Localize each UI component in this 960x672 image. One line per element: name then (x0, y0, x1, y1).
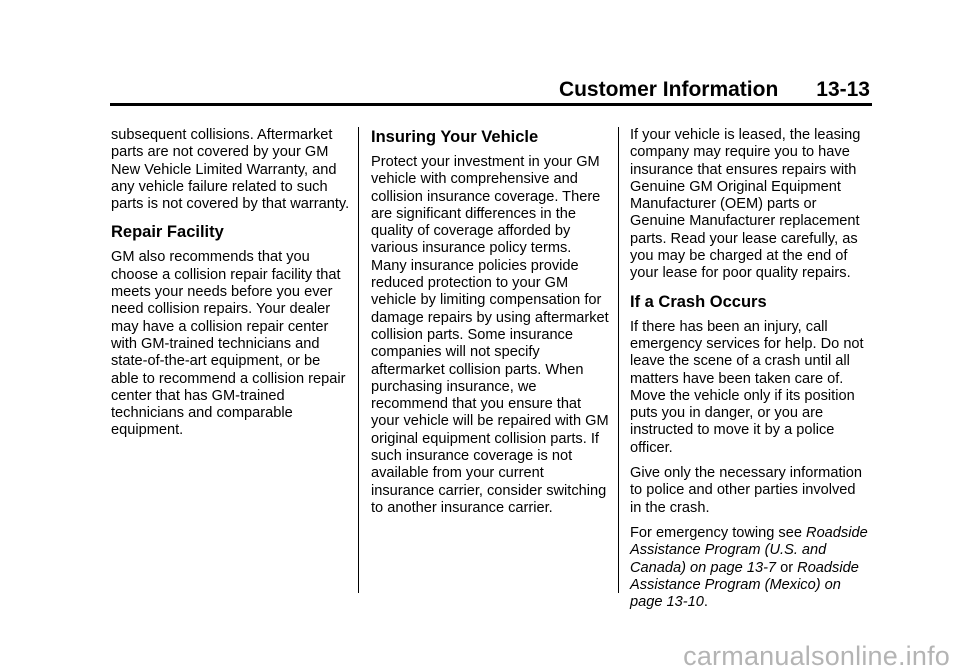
column-1 (111, 127, 351, 448)
paragraph: subsequent collisions. Aftermarket parts are not covered by your GM New Vehicle Limited Warranty, and any vehicle failure related to such parts is not covered by that warranty. (111, 127, 350, 213)
cross-reference-link[interactable]: Roadside Assistance Program (U.S. and Canada) on page 13‑7 (630, 524, 868, 576)
or-text: or (776, 559, 794, 576)
section-heading-repair-facility: Repair Facility (111, 223, 224, 242)
column-divider (358, 127, 359, 593)
section-heading-insuring-your-vehicle: Insuring Your Vehicle (371, 128, 539, 146)
paragraph: GM also recommends that you choose a collision repair facility that meets your needs before you ever need collision repairs. Your dealer may have a collision repair center with GM-trained technicians and state-of-the-art equipment, or be able to recommend a collision repair center that has GM-trained technicians and comparable equipment. (111, 249, 346, 439)
column-2 (371, 127, 611, 525)
header-rule (110, 103, 872, 106)
watermark: carmanualsonline.info (683, 641, 950, 671)
page-number: 13-13 (816, 78, 870, 101)
paragraph: Give only the necessary information to police and other parties involved in the crash. (630, 465, 862, 516)
page-header (559, 78, 870, 102)
paragraph-towing (630, 525, 870, 611)
paragraph: If your vehicle is leased, the leasing company may require you to have insurance that ensures repairs with Genuine GM Original Equipment Manufacturer (OEM) parts or Genuine Manufacturer replacement parts. Read your lease carefully, as you may be charged at the end of your lease for poor quality repairs. (630, 127, 861, 282)
column-divider (618, 127, 619, 593)
towing-text: For emergency towing see (630, 524, 802, 541)
paragraph: If there has been an injury, call emergency services for help. Do not leave the scene of a crash until all matters have been taken care of. Move the vehicle only if its position puts you in danger, or you are instructed to move it by a police officer. (630, 318, 864, 456)
column-3 (630, 127, 870, 619)
section-title: Customer Information (558, 78, 779, 101)
cross-reference-link[interactable]: Roadside Assistance Program (Mexico) on page 13‑10 (630, 559, 859, 611)
section-heading-if-a-crash-occurs: If a Crash Occurs (630, 292, 767, 311)
paragraph: Protect your investment in your GM vehicle with comprehensive and collision insurance coverage. There are significant differences in the quality of coverage afforded by various insurance policy terms. Many insurance policies provide reduced protection to your GM vehicle by limiting compensation for damage repairs by using aftermarket collision parts. Some insurance companies will not specify aftermarket collision parts. When purchasing insurance, we recommend that you ensure that your vehicle will be repaired with GM original equipment collision parts. If such insurance coverage is not available from your current insurance carrier, consider switching to another insurance carrier. (371, 154, 609, 516)
period-text: . (703, 594, 708, 611)
